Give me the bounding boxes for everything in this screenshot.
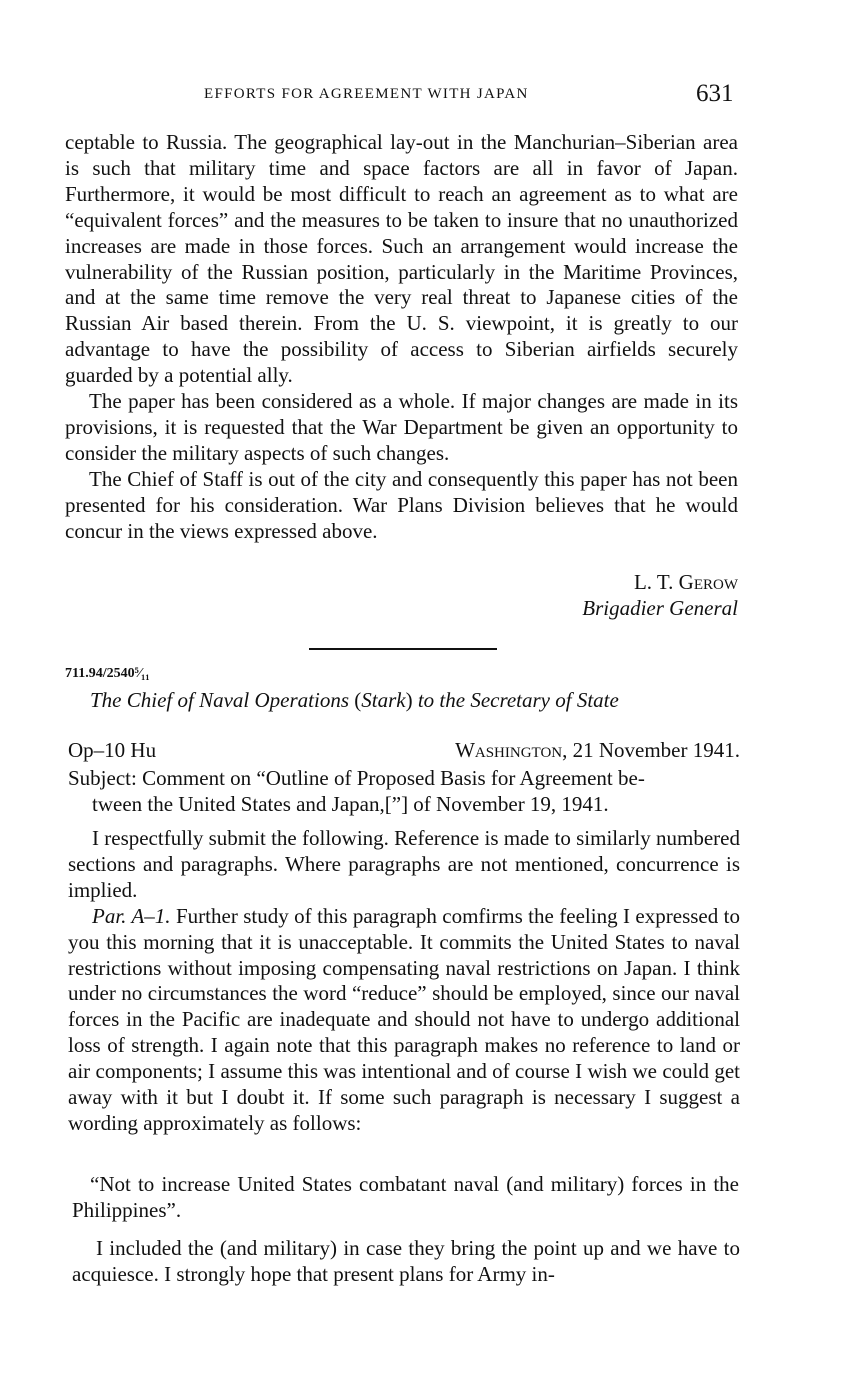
closing-text (72, 1236, 740, 1288)
page-number: 631 (696, 80, 734, 107)
section-divider (309, 648, 497, 650)
document-title (90, 688, 619, 713)
title-paren-open: ( (354, 688, 362, 712)
subject-line-continued: tween the United States and Japan,[”] of November 19, 1941. (92, 791, 609, 816)
paragraph-a1-label: Par. A–1. (92, 903, 171, 928)
dateline-date: , 21 November 1941. (562, 738, 740, 762)
paragraph-submit: I respectfully submit the following. Reference is made to similarly numbered sections and paragraphs. Where paragraphs are not mentioned, concurrence is implied. (68, 826, 740, 902)
subject-line: Subject: Comment on “Outline of Proposed Basis for Agreement be- (68, 766, 645, 790)
signature-name: L. T. Gerow (633, 570, 738, 594)
title-paren-close: ) (405, 688, 413, 712)
file-reference: 711.94/2540⁵⁄₁₁ (65, 666, 150, 681)
memo-continuation (65, 130, 738, 545)
signature-title: Brigadier General (582, 596, 738, 620)
subject-block (68, 766, 740, 818)
title-person: Stark (361, 688, 406, 712)
paragraph-russia: ceptable to Russia. The geographical lay-out in the Manchurian–Siberian area is such that military time and space factors are all in favor of Japan. Furthermore, it would be most difficult to reach an agreement as to what are “equivalent forces” and the measures to be taken to insure that no unauthorized increases are made in those forces. Such an arrangement would increase the vulnerability of the Russian position, particularly in the Maritime Provinces, and at the same time remove the very real threat to Japanese cities of the Russian Air based therein. From the U. S. viewpoint, it is greatly to our advantage to have the possibility of access to Siberian airfields securely guarded by a potential ally. (65, 130, 738, 388)
running-head: EFFORTS FOR AGREEMENT WITH JAPAN (204, 86, 529, 102)
paragraph-acquiesce: I included the (and military) in case they bring the point up and we have to acquiesce. I strongly hope that present plans for Army in- (72, 1236, 740, 1286)
dateline (455, 738, 740, 763)
dateline-place: Washington (455, 738, 563, 762)
letter-body (68, 826, 740, 1137)
title-suffix: to the Secretary of State (412, 688, 619, 712)
paragraph-a1-text: Further study of this paragraph comfirms the feeling I expressed to you this morning that it is unacceptable. It commits the United States to naval restrictions without imposing compensating naval restrictions on Japan. I think under no circumstances the word “reduce” should be employed, since our naval forces in the Pacific are inadequate and should not have to undergo additional loss of strength. I again note that this paragraph makes no reference to land or air components; I assume this was intentional and of course I wish we could get away with it but I doubt it. If some such paragraph is necessary I suggest a wording approximately as follows: (68, 903, 740, 1135)
paragraph-chief-of-staff: The Chief of Staff is out of the city and consequently this paper has not been presented for his consideration. War Plans Division believes that he would concur in the views expressed above. (65, 466, 738, 543)
title-prefix: The Chief of Naval Operations (90, 688, 355, 712)
block-quote (72, 1172, 739, 1224)
paragraph-a1 (68, 904, 740, 1137)
paragraph-considered-whole: The paper has been considered as a whole. If major changes are made in its provisions, it is requested that the War Department be given an opportunity to consider the military aspects of such changes. (65, 389, 738, 465)
quoted-wording: “Not to increase United States combatant naval (and military) forces in the Philippines”. (72, 1172, 739, 1222)
office-code: Op–10 Hu (68, 738, 157, 762)
